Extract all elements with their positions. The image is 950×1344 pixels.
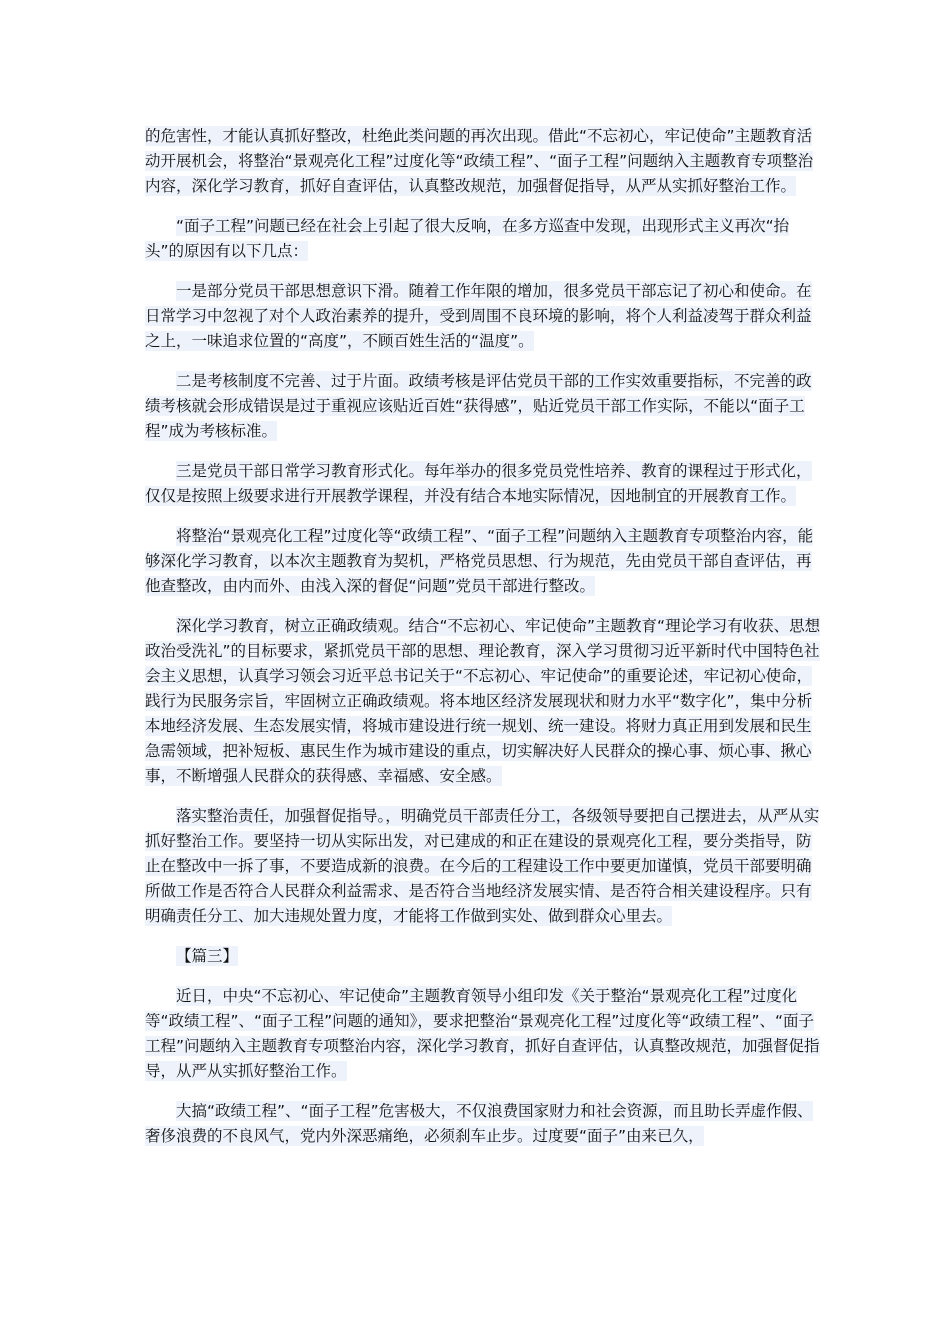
paragraph-5 bbox=[145, 459, 825, 509]
paragraph-4 bbox=[145, 369, 825, 444]
section-heading bbox=[145, 944, 825, 969]
paragraph-4-text: 二是考核制度不完善、过于片面。政绩考核是评估党员干部的工作实效重要指标，不完善的政绩考核就会形成错误是过于重视应该贴近百姓“获得感”，贴近党员干部工作实际，不能以“面子工程”成为考核标准。 bbox=[145, 372, 812, 440]
paragraph-10-text: 大搞“政绩工程”、“面子工程”危害极大，不仅浪费国家财力和社会资源，而且助长弄虚作假、奢侈浪费的不良风气，党内外深恶痛绝，必须刹车止步。过度要“面子”由来已久， bbox=[145, 1102, 813, 1145]
paragraph-8 bbox=[145, 804, 825, 929]
section-heading-text: 【篇三】 bbox=[176, 947, 239, 965]
paragraph-9-text: 近日，中央“不忘初心、牢记使命”主题教育领导小组印发《关于整治“景观亮化工程”过度化等“政绩工程”、“面子工程”问题的通知》，要求把整治“景观亮化工程”过度化等“政绩工程”、“面子工程”问题纳入主题教育专项整治内容，深化学习教育，抓好自查评估，认真整改规范，加强督促指导，从严从实抓好整治工作。 bbox=[145, 987, 820, 1080]
paragraph-8-text: 落实整治责任，加强督促指导。，明确党员干部责任分工，各级领导要把自己摆进去，从严从实抓好整治工作。要坚持一切从实际出发，对已建成的和正在建设的景观亮化工程，要分类指导，防止在整改中一拆了事，不要造成新的浪费。在今后的工程建设工作中要更加谨慎，党员干部要明确所做工作是否符合人民群众利益需求、是否符合当地经济发展实情、是否符合相关建设程序。只有明确责任分工、加大违规处置力度，才能将工作做到实处、做到群众心里去。 bbox=[145, 807, 820, 925]
paragraph-3 bbox=[145, 279, 825, 354]
paragraph-1 bbox=[145, 124, 825, 199]
paragraph-7-text: 深化学习教育，树立正确政绩观。结合“不忘初心、牢记使命”主题教育“理论学习有收获、思想政治受洗礼”的目标要求，紧抓党员干部的思想、理论教育，深入学习贯彻习近平新时代中国特色社会主义思想，认真学习领会习近平总书记关于“不忘初心、牢记使命”的重要论述，牢记初心使命，践行为民服务宗旨，牢固树立正确政绩观。将本地区经济发展现状和财力水平“数字化”，集中分析本地经济发展、生态发展实情，将城市建设进行统一规划、统一建设。将财力真正用到发展和民生急需领域，把补短板、惠民生作为城市建设的重点，切实解决好人民群众的操心事、烦心事、揪心事，不断增强人民群众的获得感、幸福感、安全感。 bbox=[145, 617, 821, 785]
paragraph-1-text: 的危害性，才能认真抓好整改，杜绝此类问题的再次出现。借此“不忘初心，牢记使命”主题教育活动开展机会，将整治“景观亮化工程”过度化等“政绩工程”、“面子工程”问题纳入主题教育专项整治内容，深化学习教育，抓好自查评估，认真整改规范，加强督促指导，从严从实抓好整治工作。 bbox=[145, 127, 814, 195]
paragraph-5-text: 三是党员干部日常学习教育形式化。每年举办的很多党员党性培养、教育的课程过于形式化，仅仅是按照上级要求进行开展教学课程，并没有结合本地实际情况，因地制宜的开展教育工作。 bbox=[145, 462, 812, 505]
paragraph-3-text: 一是部分党员干部思想意识下滑。随着工作年限的增加，很多党员干部忘记了初心和使命。在日常学习中忽视了对个人政治素养的提升，受到周围不良环境的影响，将个人利益凌驾于群众利益之上，一味追求位置的“高度”，不顾百姓生活的“温度”。 bbox=[145, 282, 812, 350]
paragraph-10 bbox=[145, 1099, 825, 1149]
paragraph-2 bbox=[145, 214, 825, 264]
paragraph-9 bbox=[145, 984, 825, 1084]
paragraph-2-text: “面子工程”问题已经在社会上引起了很大反响，在多方巡查中发现，出现形式主义再次“抬头”的原因有以下几点： bbox=[145, 217, 790, 260]
paragraph-6 bbox=[145, 524, 825, 599]
paragraph-6-text: 将整治“景观亮化工程”过度化等“政绩工程”、“面子工程”问题纳入主题教育专项整治内容，能够深化学习教育，以本次主题教育为契机，严格党员思想、行为规范，先由党员干部自查评估，再他查整改，由内而外、由浅入深的督促“问题”党员干部进行整改。 bbox=[145, 527, 814, 595]
paragraph-7 bbox=[145, 614, 825, 789]
document-body bbox=[145, 124, 825, 1164]
